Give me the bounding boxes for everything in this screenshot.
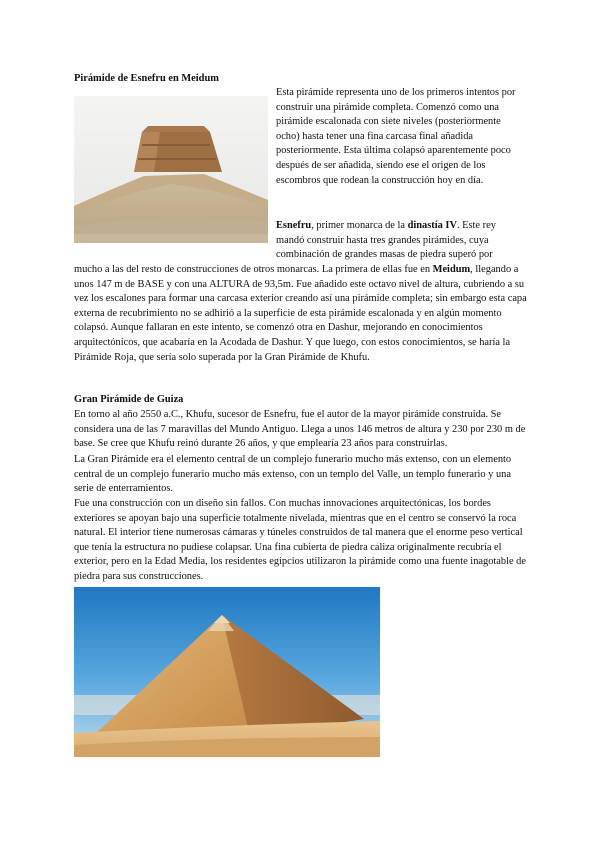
dinastia-bold: dinastía IV (407, 220, 457, 231)
meidum-pyramid-icon (74, 96, 268, 243)
esnefru-bold: Esnefru (276, 220, 312, 231)
giza-paragraph-3: Fue una construcción con un diseño sin fallos. Con muchas innovaciones arquitectónicas, los bordes exteriores se apoyan bajo una superficie totalmente nivelada, mientras que en el centro se conservó la roca natural. El interior tiene numerosas cámaras y túneles construidos de tal manera que el enorme peso vertical que tenía la estructura no pudiese colapsar. Una fina cubierta de piedra caliza originalmente recubría el exterior, pero en la Edad Media, los residentes egipcios utilizaron la pirámide como una fuente inagotable de piedra para sus construcciones. (74, 498, 526, 582)
giza-paragraph-1: En torno al año 2550 a.C., Khufu, sucesor de Esnefru, fue el autor de la mayor pirámide construida. Se considera una de las 7 maravillas del Mundo Antiguo. Llega a unos 146 metros de altura y 230 por 230 m de base. Se cree que Khufu reinó durante 26 años, y que emplearía 23 años para construirlas. (74, 409, 526, 450)
giza-pyramid-photo (74, 587, 380, 757)
meidum-pyramid-photo (74, 96, 268, 243)
giza-paragraph-2: La Gran Pirámide era el elemento central de un complejo funerario mucho más extenso, con un elemento central de un complejo funerario mucho más extenso, con un templo del Valle, un templo funerario y una serie de enterramientos. (74, 454, 512, 495)
meidum-history-paragraph: mucho a las del resto de construcciones de otros monarcas. La primera de ellas fue en Meidum, llegando a unos 147 m de BASE y con una ALTURA de 93,5m. Fue añadido este octavo nivel de altura, cubriendo a su vez los escalones para formar una carcasa exterior creando así una pirámide completa; sin embargo esta capa externa de recubrimiento no se adhirió a la superficie de esta pirámide escalonada y en algún momento colapsó. Aunque fallaran en este intento, se comenzó otra en Dashur, mejorando en conocimientos arquitectónicos, que acabaría en la Acodada de Dashur. Y que luego, con estos conocimientos, se haría la Pirámide Roja, que sería solo superada por la Gran Pirámide de Khufu. (74, 264, 527, 363)
esnefru-paragraph: Esnefru, primer monarca de la dinastía IV. Este rey mandó construir hasta tres grandes pirámides, cuya combinación de grandes masas de piedra superó por (276, 220, 496, 261)
meidum-intro-paragraph: Esta pirámide representa uno de los primeros intentos por construir una pirámide completa. Comenzó como una pirámide escalonada con siete niveles (posteriormente ocho) hasta tener una fina carcasa final añadida posteriormente. Esta última colapsó aparentemente poco después de ser añadida, siendo ese el origen de los escombros que rodean la construcción hoy en día. (276, 87, 516, 186)
section-heading-meidum: Pirámide de Esnefru en Meidum (74, 73, 219, 84)
giza-pyramid-icon (74, 587, 380, 757)
meidum-bold: Meidum (432, 264, 471, 275)
section-heading-giza: Gran Pirámide de Guiza (74, 394, 184, 405)
